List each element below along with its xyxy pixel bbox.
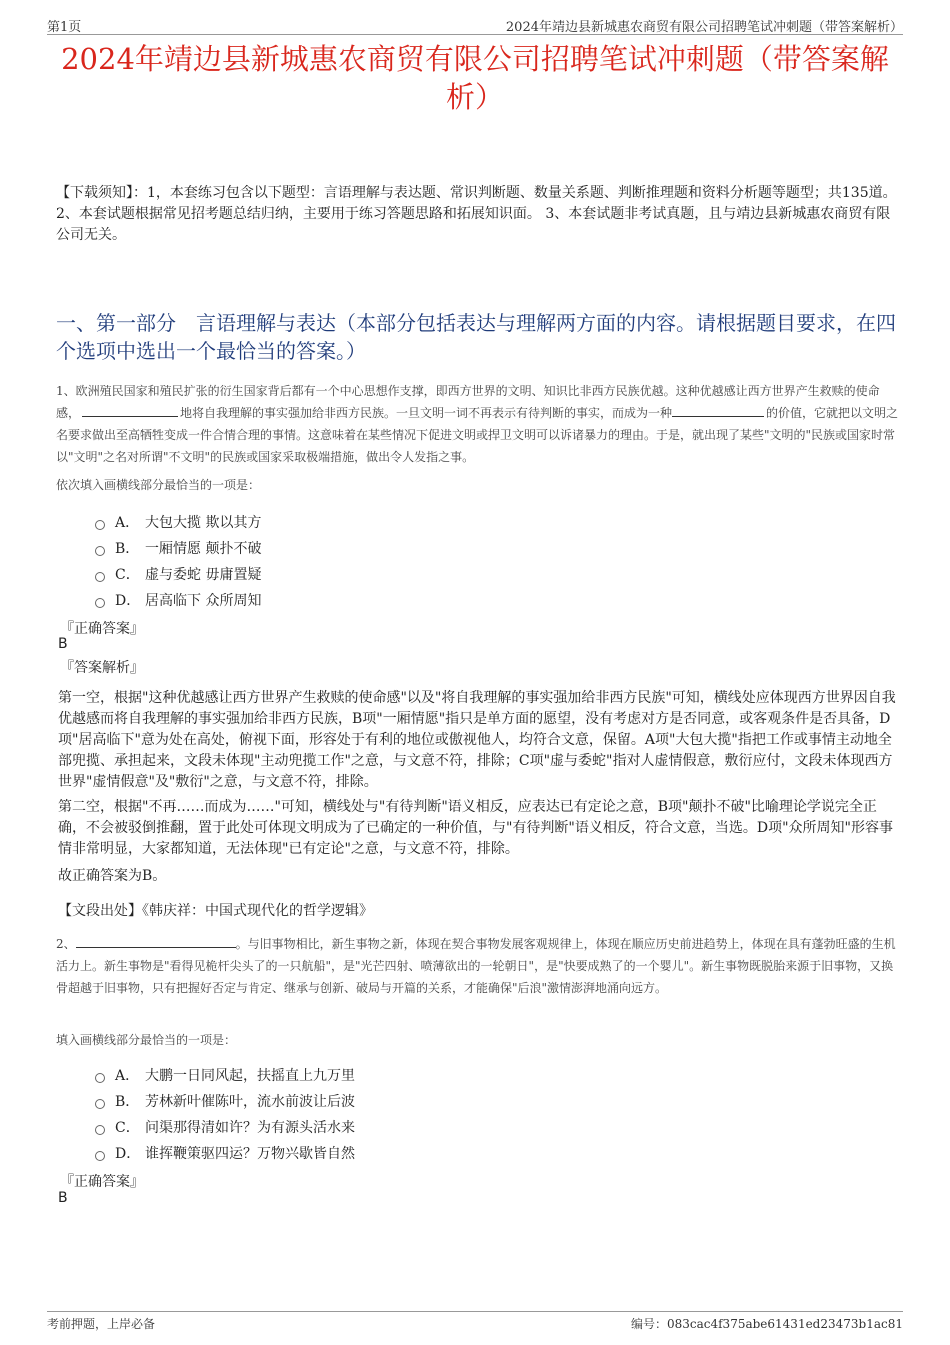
question-1-options bbox=[95, 509, 261, 613]
page-header bbox=[47, 14, 903, 35]
download-notice: 【下载须知】：1，本套练习包含以下题型：言语理解与表达题、常识判断题、数量关系题、判断推理题和资料分析题等题型；共135道。 2、本套试题根据常见招考题总结归纳，主要用于练习答题思路和拓展知识面。 3、本套试题非考试真题，且与靖边县新城惠农商贸有限公司无关。 bbox=[56, 185, 897, 243]
page-number: 第1页 bbox=[47, 20, 82, 35]
question-2-text: 2、 。与旧事物相比，新生事物之新，体现在契合事物发展客观规律上，体现在顺应历史前进趋势上，体现在具有蓬勃旺盛的生机活力上。新生事物是"看得见桅杆尖头了的一只航船"，是"光芒四射、喷薄欲出的一轮朝日"，是"快要成熟了的一个婴儿"。新生事物既脱胎来源于旧事物，又换骨超越于旧事物，只有把握好否定与肯定、继承与创新、破局与开篇的关系，才能确保"后浪"激情澎湃地涌向远方。 bbox=[56, 933, 900, 999]
answer-value: B bbox=[58, 636, 68, 652]
analysis-conclusion: 故正确答案为B。 bbox=[58, 868, 167, 884]
radio-icon[interactable] bbox=[95, 1125, 105, 1135]
option-a[interactable]: A． 大鹏一日同风起，扶摇直上九万里 bbox=[95, 1062, 355, 1088]
fill-blank bbox=[82, 402, 178, 417]
radio-icon[interactable] bbox=[95, 1073, 105, 1083]
question-2-options bbox=[95, 1062, 355, 1166]
radio-icon[interactable] bbox=[95, 572, 105, 582]
radio-icon[interactable] bbox=[95, 546, 105, 556]
option-d[interactable]: D． 居高临下 众所周知 bbox=[95, 587, 261, 613]
option-b[interactable]: B． 芳林新叶催陈叶，流水前波让后波 bbox=[95, 1088, 355, 1114]
answer-value: B bbox=[58, 1190, 68, 1206]
question-2-instruction: 填入画横线部分最恰当的一项是： bbox=[56, 1033, 237, 1047]
analysis-label: 『答案解析』 bbox=[60, 660, 144, 676]
page-footer bbox=[47, 1311, 903, 1331]
header-doc-title: 2024年靖边县新城惠农商贸有限公司招聘笔试冲刺题（带答案解析） bbox=[505, 20, 903, 35]
radio-icon[interactable] bbox=[95, 598, 105, 608]
question-1-text: 1、欧洲殖民国家和殖民扩张的衍生国家背后都有一个中心思想作支撑，即西方世界的文明、知识比非西方民族优越。这种优越感让西方世界产生救赎的使命感， 地将自我理解的事实强加给非西方民族。一旦文明一词不再表示有待判断的事实，而成为一种 的价值，它就把以文明之名要求做出至高牺牲变成一件合情合理的事情。这意味着在某些情况下促进文明或捍卫文明可以诉诸暴力的理由。于是，就出现了某些"文明的"民族或国家时常以"文明"之名对所谓"不文明"的民族或国家采取极端措施，做出令人发指之事。 bbox=[56, 384, 899, 464]
option-a[interactable]: A． 大包大揽 欺以其方 bbox=[95, 509, 261, 535]
page-title: 2024年靖边县新城惠农商贸有限公司招聘笔试冲刺题（带答案解析） bbox=[61, 42, 889, 114]
option-c[interactable]: C． 问渠那得清如许？为有源头活水来 bbox=[95, 1114, 355, 1140]
section-heading: 一、第一部分 言语理解与表达（本部分包括表达与理解两方面的内容。请根据题目要求，在四个选项中选出一个最恰当的答案。） bbox=[56, 311, 896, 363]
radio-icon[interactable] bbox=[95, 520, 105, 530]
answer-label: 『正确答案』 bbox=[60, 1174, 144, 1190]
footer-slogan: 考前押题，上岸必备 bbox=[47, 1317, 156, 1331]
radio-icon[interactable] bbox=[95, 1151, 105, 1161]
analysis-paragraph-2: 第二空，根据"不再……而成为……"可知，横线处与"有待判断"语义相反，应表达已有定论之意，B项"颠扑不破"比喻理论学说完全正确，不会被驳倒推翻，置于此处可体现文明成为了已确定的一种价值，与"有待判断"语义相反，符合文意，当选。D项"众所周知"形容事情非常明显，大家都知道，无法体现"已有定论"之意，与文意不符，排除。 bbox=[58, 799, 893, 857]
option-b[interactable]: B． 一厢情愿 颠扑不破 bbox=[95, 535, 261, 561]
fill-blank bbox=[76, 933, 236, 948]
question-1-instruction: 依次填入画横线部分最恰当的一项是： bbox=[56, 478, 261, 492]
answer-label: 『正确答案』 bbox=[60, 621, 144, 637]
analysis-paragraph-1: 第一空，根据"这种优越感让西方世界产生救赎的使命感"以及"将自我理解的事实强加给非西方民族"可知，横线处应体现西方世界因自我优越感而将自我理解的事实强加给非西方民族，B项"一厢情愿"指只是单方面的愿望，没有考虑对方是否同意，或客观条件是否具备，D项"居高临下"意为处在高处，俯视下面，形容处于有利的地位或傲视他人，均符合文意，保留。A项"大包大揽"指把工作或事情主动地全部兜揽、承担起来，文段未体现"主动兜揽工作"之意，与文意不符，排除；C项"虚与委蛇"指对人虚情假意，敷衍应付，文段未体现西方世界"虚情假意"及"敷衍"之意，与文意不符，排除。 bbox=[58, 690, 896, 790]
option-c[interactable]: C． 虚与委蛇 毋庸置疑 bbox=[95, 561, 261, 587]
radio-icon[interactable] bbox=[95, 1099, 105, 1109]
option-d[interactable]: D． 谁挥鞭策驱四运？万物兴歇皆自然 bbox=[95, 1140, 355, 1166]
fill-blank bbox=[672, 402, 764, 417]
footer-id: 编号：083cac4f375abe61431ed23473b1ac81 bbox=[630, 1317, 903, 1331]
source-citation: 【文段出处】《韩庆祥：中国式现代化的哲学逻辑》 bbox=[58, 903, 373, 919]
